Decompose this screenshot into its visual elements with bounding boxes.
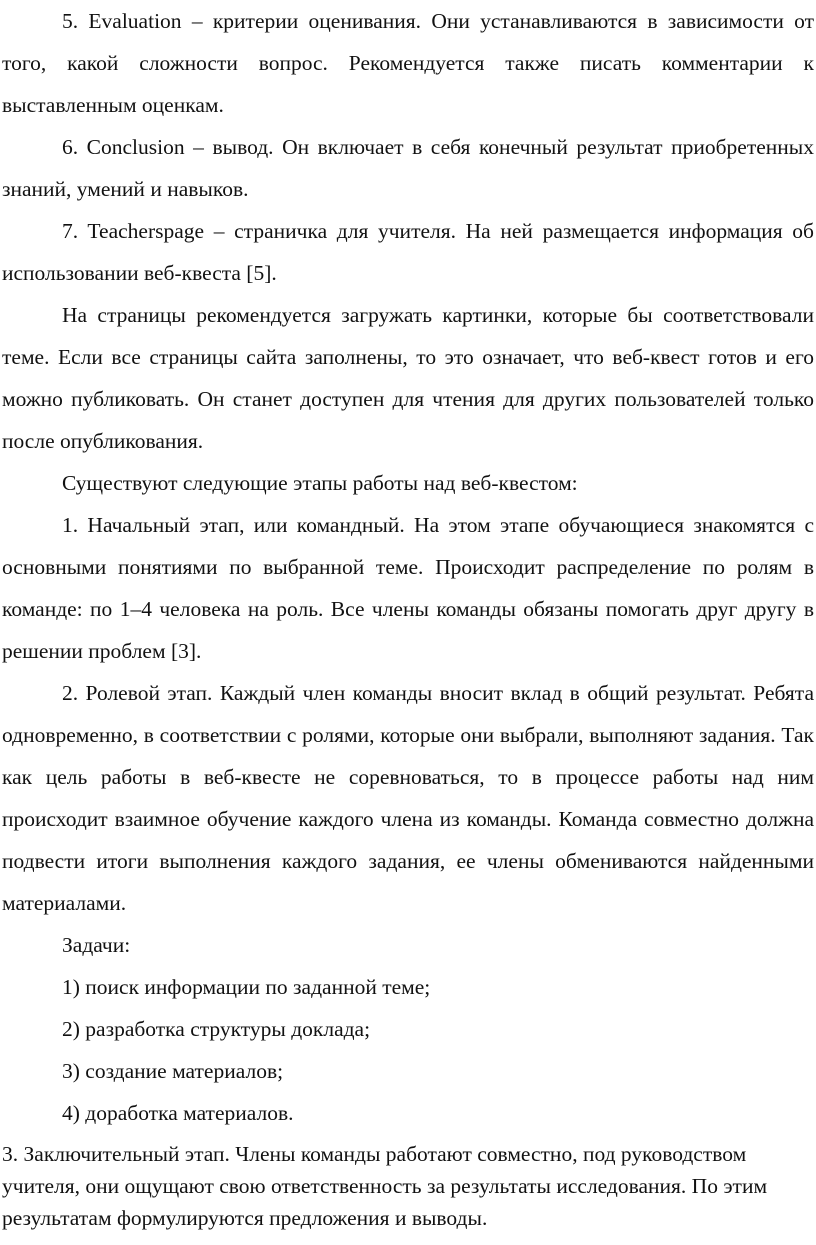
- task-item: 4) доработка материалов.: [62, 1101, 294, 1125]
- paragraph-pictures: На страницы рекомендуется загружать картинки, которые бы соответствовали теме. Если все страницы сайта заполнены, то это означает, что веб-квест готов и его можно публиковать. Он станет доступен для чтения для других пользователей только после опубликования.: [2, 303, 814, 453]
- tasks-list: [2, 966, 814, 1134]
- tasks-heading: Задачи:: [62, 933, 131, 957]
- paragraph-stages-intro: Существуют следующие этапы работы над веб-квестом:: [62, 471, 578, 495]
- paragraph-stage-1: 1. Начальный этап, или командный. На этом этапе обучающиеся знакомятся с основными понятиями по выбранной теме. Происходит распределение по ролям в команде: по 1–4 человека на роль. Все члены команды обязаны помогать друг другу в решении проблем [3].: [2, 513, 814, 663]
- paragraph-stage-3: 3. Заключительный этап. Члены команды работают совместно, под руководством учителя, они ощущают свою ответственность за результаты исследования. По этим результатам формулируются предложения и выводы.: [2, 1142, 768, 1230]
- paragraph-teacherspage: 7. Teacherspage – страничка для учителя. На ней размещается информация об использовании веб-квеста [5].: [2, 219, 814, 285]
- paragraph-conclusion: 6. Conclusion – вывод. Он включает в себя конечный результат приобретенных знаний, умений и навыков.: [2, 135, 814, 201]
- task-item: 1) поиск информации по заданной теме;: [62, 975, 431, 999]
- task-item: 2) разработка структуры доклада;: [62, 1017, 371, 1041]
- task-item: 3) создание материалов;: [62, 1059, 284, 1083]
- paragraph-stage-2: 2. Ролевой этап. Каждый член команды вносит вклад в общий результат. Ребята одновременно, в соответствии с ролями, которые они выбрали, выполняют задания. Так как цель работы в веб-квесте не соревноваться, то в процессе работы над ним происходит взаимное обучение каждого члена из команды. Команда совместно должна подвести итоги выполнения каждого задания, ее члены обмениваются найденными материалами.: [2, 681, 814, 915]
- paragraph-evaluation: 5. Evaluation – критерии оценивания. Они устанавливаются в зависимости от того, какой сложности вопрос. Рекомендуется также писать комментарии к выставленным оценкам.: [2, 9, 814, 117]
